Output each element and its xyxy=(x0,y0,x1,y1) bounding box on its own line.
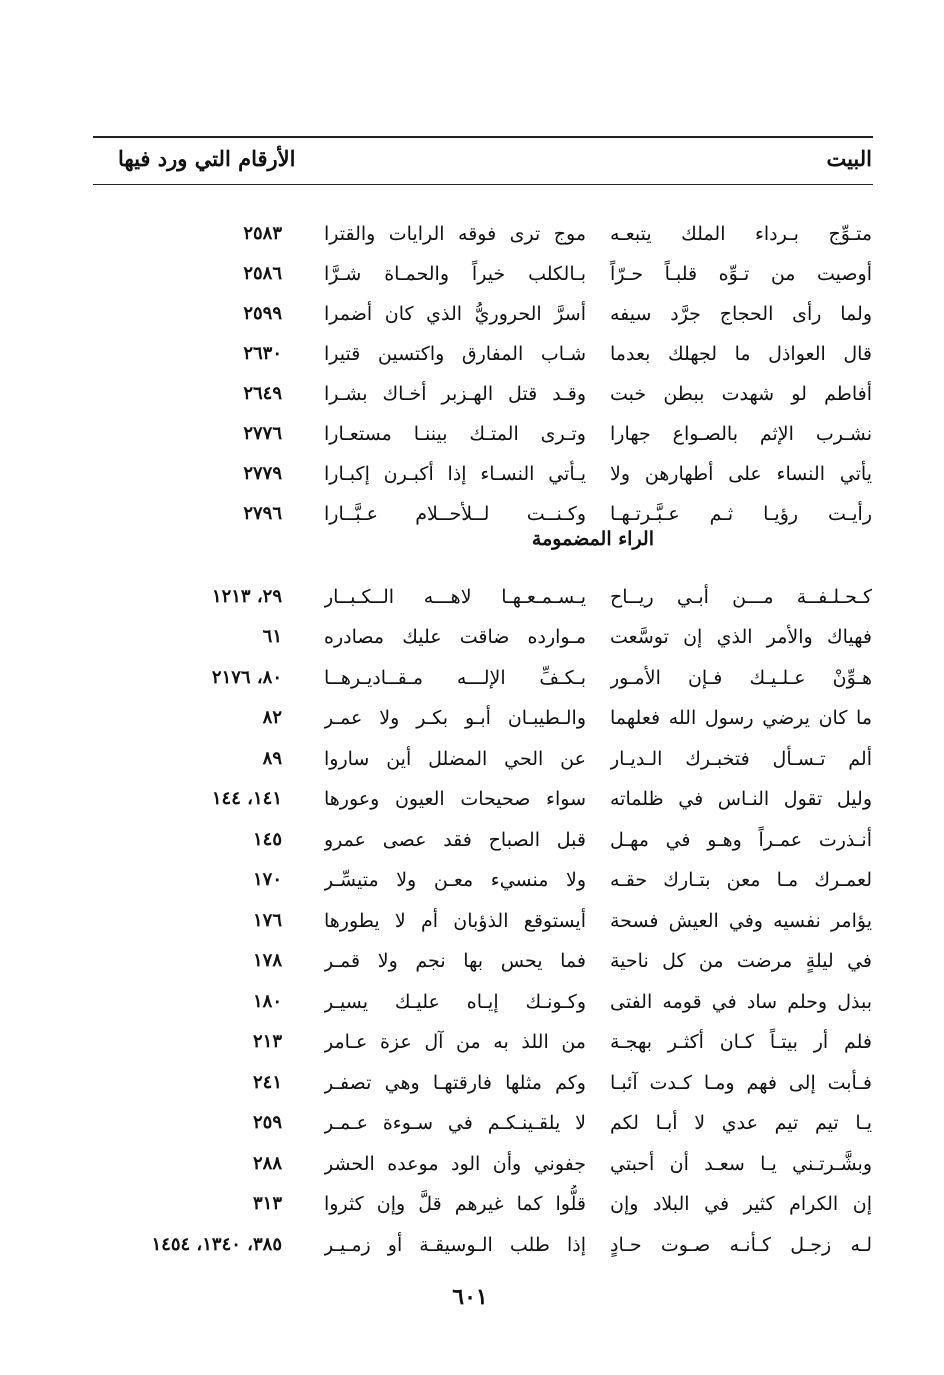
verse-row xyxy=(0,618,944,656)
verse-row xyxy=(0,1226,944,1264)
verse-row xyxy=(0,740,944,778)
second-hemistich: إذا طلب الـوسيقـة أو زمـيـر xyxy=(324,1234,586,1256)
header-bottom-rule xyxy=(93,184,873,185)
first-hemistich: فهياك والأمر الذي إن توسَّعت xyxy=(610,626,872,648)
first-hemistich: لـه زجـل كـأنـه صـوت حـادٍ xyxy=(610,1234,872,1256)
reference-numbers: ٣١٣ xyxy=(252,1193,282,1214)
verse-row xyxy=(0,335,944,373)
verse-column-heading: البيت xyxy=(826,146,872,171)
verse-row xyxy=(0,495,944,533)
first-hemistich: كـحـلـفــة مـــن أبـي ريــاح xyxy=(610,586,872,608)
second-hemistich: وتـرى المتـك بيننـا مستعـارا xyxy=(324,423,586,445)
first-hemistich: أوصيت من تـوِّه قلبـاً حـرّاً xyxy=(610,263,872,285)
first-hemistich: وبشَّـرتـني يـا سعـد أن أحبتي xyxy=(610,1153,872,1175)
verse-row xyxy=(0,375,944,413)
reference-numbers: ٢١٣ xyxy=(252,1031,282,1052)
verse-row xyxy=(0,415,944,453)
reference-numbers: ٦١ xyxy=(262,626,282,647)
reference-numbers: ٢٧٧٦ xyxy=(243,423,282,444)
verse-row xyxy=(0,578,944,616)
second-hemistich: لا يلقـينـكـم في سـوءة عـمـر xyxy=(324,1112,586,1134)
reference-numbers: ١٨٠ xyxy=(252,991,282,1012)
second-hemistich: عن الحي المضلل أين ساروا xyxy=(324,748,586,770)
reference-numbers: ٢٤١ xyxy=(252,1072,282,1093)
reference-numbers: ٢٥٩ xyxy=(252,1112,282,1133)
first-hemistich: ألم تـسـأل فتخبـرك الـديـار xyxy=(610,748,872,770)
second-hemistich: مـوارده ضاقت عليك مصادره xyxy=(324,626,586,648)
second-hemistich: من اللذ به من آل عزة عـامر xyxy=(324,1031,586,1053)
reference-numbers: ٢٦٤٩ xyxy=(243,383,282,404)
reference-numbers: ١٧٦ xyxy=(252,910,282,931)
second-hemistich: شـاب المفارق واكتسين قتيرا xyxy=(324,343,586,365)
verse-row xyxy=(0,1023,944,1061)
second-hemistich: وكـنــت لــلأحــلام عـبَّــارا xyxy=(324,503,586,525)
verse-row xyxy=(0,983,944,1021)
reference-numbers: ٨٩ xyxy=(262,748,282,769)
first-hemistich: رأيـت رؤيـا ثـم عـبَّـرتـهـا xyxy=(610,503,872,525)
first-hemistich: فلم أر بيتـاً كـان أكثـر بهجـة xyxy=(610,1031,872,1053)
reference-numbers: ٢٧٩٦ xyxy=(243,503,282,524)
reference-numbers: ٨٠، ٢١٧٦ xyxy=(211,667,282,688)
first-hemistich: هـوِّنْ عـلـيـك فـإن الأمـور xyxy=(610,667,872,689)
second-hemistich: موج ترى فوقه الرايات والقترا xyxy=(324,223,586,245)
first-hemistich: في ليلةٍ مرضت من كل ناحية xyxy=(610,950,872,972)
first-hemistich: أفاطم لو شهدت ببطن خبت xyxy=(610,383,872,405)
reference-numbers: ٣٨٥، ١٣٤٠، ١٤٥٤ xyxy=(151,1234,282,1255)
reference-numbers: ٢٥٩٩ xyxy=(243,303,282,324)
second-hemistich: بـالكلب خيراً والحمـاة شـرَّا xyxy=(324,263,586,285)
verse-row xyxy=(0,295,944,333)
first-hemistich: يؤامر نفسيه وفي العيش فسحة xyxy=(610,910,872,932)
verse-row xyxy=(0,659,944,697)
reference-numbers: ١٤٥ xyxy=(252,829,282,850)
reference-numbers: ٢٧٧٩ xyxy=(243,463,282,484)
second-hemistich: وقـد قتل الهـزبر أخـاك بشـرا xyxy=(324,383,586,405)
reference-numbers: ٢٩، ١٢١٣ xyxy=(211,586,282,607)
section-heading: الراء المضمومة xyxy=(531,528,654,550)
second-hemistich: والـطيبـان أبـو بكـر ولا عمـر xyxy=(324,707,586,729)
second-hemistich: يـأتي النسـاء إذا أكبـرن إكبـارا xyxy=(324,463,586,485)
second-hemistich: أيستوقع الذؤبان أم لا يطورها xyxy=(324,910,586,932)
second-hemistich: جفوني وأن الود موعده الحشر xyxy=(324,1153,586,1175)
verse-row xyxy=(0,255,944,293)
reference-numbers: ٨٢ xyxy=(262,707,282,728)
first-hemistich: وليل تقول النـاس في ظلماته xyxy=(610,788,872,810)
verse-row xyxy=(0,1185,944,1223)
first-hemistich: لعمـرك مـا معن بتـارك حقـه xyxy=(610,869,872,891)
first-hemistich: أنـذرت عمـراً وهـو في مهـل xyxy=(610,829,872,851)
reference-numbers: ٢٥٨٦ xyxy=(243,263,282,284)
first-hemistich: يأتي النساء على أطهارهن ولا xyxy=(610,463,872,485)
verse-row xyxy=(0,780,944,818)
first-hemistich: فـأبت إلى فهم ومـا كـدت آئبـا xyxy=(610,1072,872,1094)
second-hemistich: يـسـمـعـهـا لاهـــه الــكـبــار xyxy=(324,586,586,608)
reference-numbers: ١٧٠ xyxy=(252,869,282,890)
first-hemistich: ما كان يرضي رسول الله فعلهما xyxy=(610,707,872,729)
second-hemistich: أسرَّ الحروريُّ الذي كان أضمرا xyxy=(324,303,586,325)
reference-numbers: ٢٦٣٠ xyxy=(243,343,282,364)
reference-numbers: ٢٨٨ xyxy=(252,1153,282,1174)
verse-row xyxy=(0,1064,944,1102)
second-hemistich: قلُّوا كما غيرهم قلَّ وإن كثروا xyxy=(324,1193,586,1215)
verse-row xyxy=(0,821,944,859)
verse-row xyxy=(0,215,944,253)
verse-row xyxy=(0,1145,944,1183)
second-hemistich: وكـونـك إيـاه عليـك يسيـر xyxy=(324,991,586,1013)
first-hemistich: ببذل وحلم ساد في قومه الفتى xyxy=(610,991,872,1013)
reference-numbers: ١٤١، ١٤٤ xyxy=(211,788,282,809)
second-hemistich: سواء صحيحات العيون وعورها xyxy=(324,788,586,810)
first-hemistich: يـا تيم تيم عدي لا أبـا لكم xyxy=(610,1112,872,1134)
page-number: ٦٠١ xyxy=(452,1284,488,1310)
first-hemistich: ولما رأى الحجاج جرَّد سيفه xyxy=(610,303,872,325)
first-hemistich: متـوِّج بـرداء الملك يتبعـه xyxy=(610,223,872,245)
verse-row xyxy=(0,942,944,980)
verse-row xyxy=(0,902,944,940)
second-hemistich: وكم مثلها فارقتهـا وهي تصفـر xyxy=(324,1072,586,1094)
verse-row xyxy=(0,699,944,737)
second-hemistich: ولا منسيء معـن ولا متيسِّـر xyxy=(324,869,586,891)
second-hemistich: قبل الصباح فقد عصى عمرو xyxy=(324,829,586,851)
reference-numbers: ٢٥٨٣ xyxy=(243,223,282,244)
header-top-rule xyxy=(93,136,873,138)
first-hemistich: إن الكرام كثير في البلاد وإن xyxy=(610,1193,872,1215)
first-hemistich: قال العواذل ما لجهلك بعدما xyxy=(610,343,872,365)
verse-row xyxy=(0,861,944,899)
first-hemistich: نشـرب الإثم بالصـواع جهارا xyxy=(610,423,872,445)
verse-row xyxy=(0,1104,944,1142)
second-hemistich: بـكـفِّ الإلـــه مـقــاديـرهــا xyxy=(324,667,586,689)
verse-row xyxy=(0,455,944,493)
reference-numbers: ١٧٨ xyxy=(252,950,282,971)
numbers-column-heading: الأرقام التي ورد فيها xyxy=(118,146,296,171)
second-hemistich: فما يحس بها نجم ولا قمـر xyxy=(324,950,586,972)
